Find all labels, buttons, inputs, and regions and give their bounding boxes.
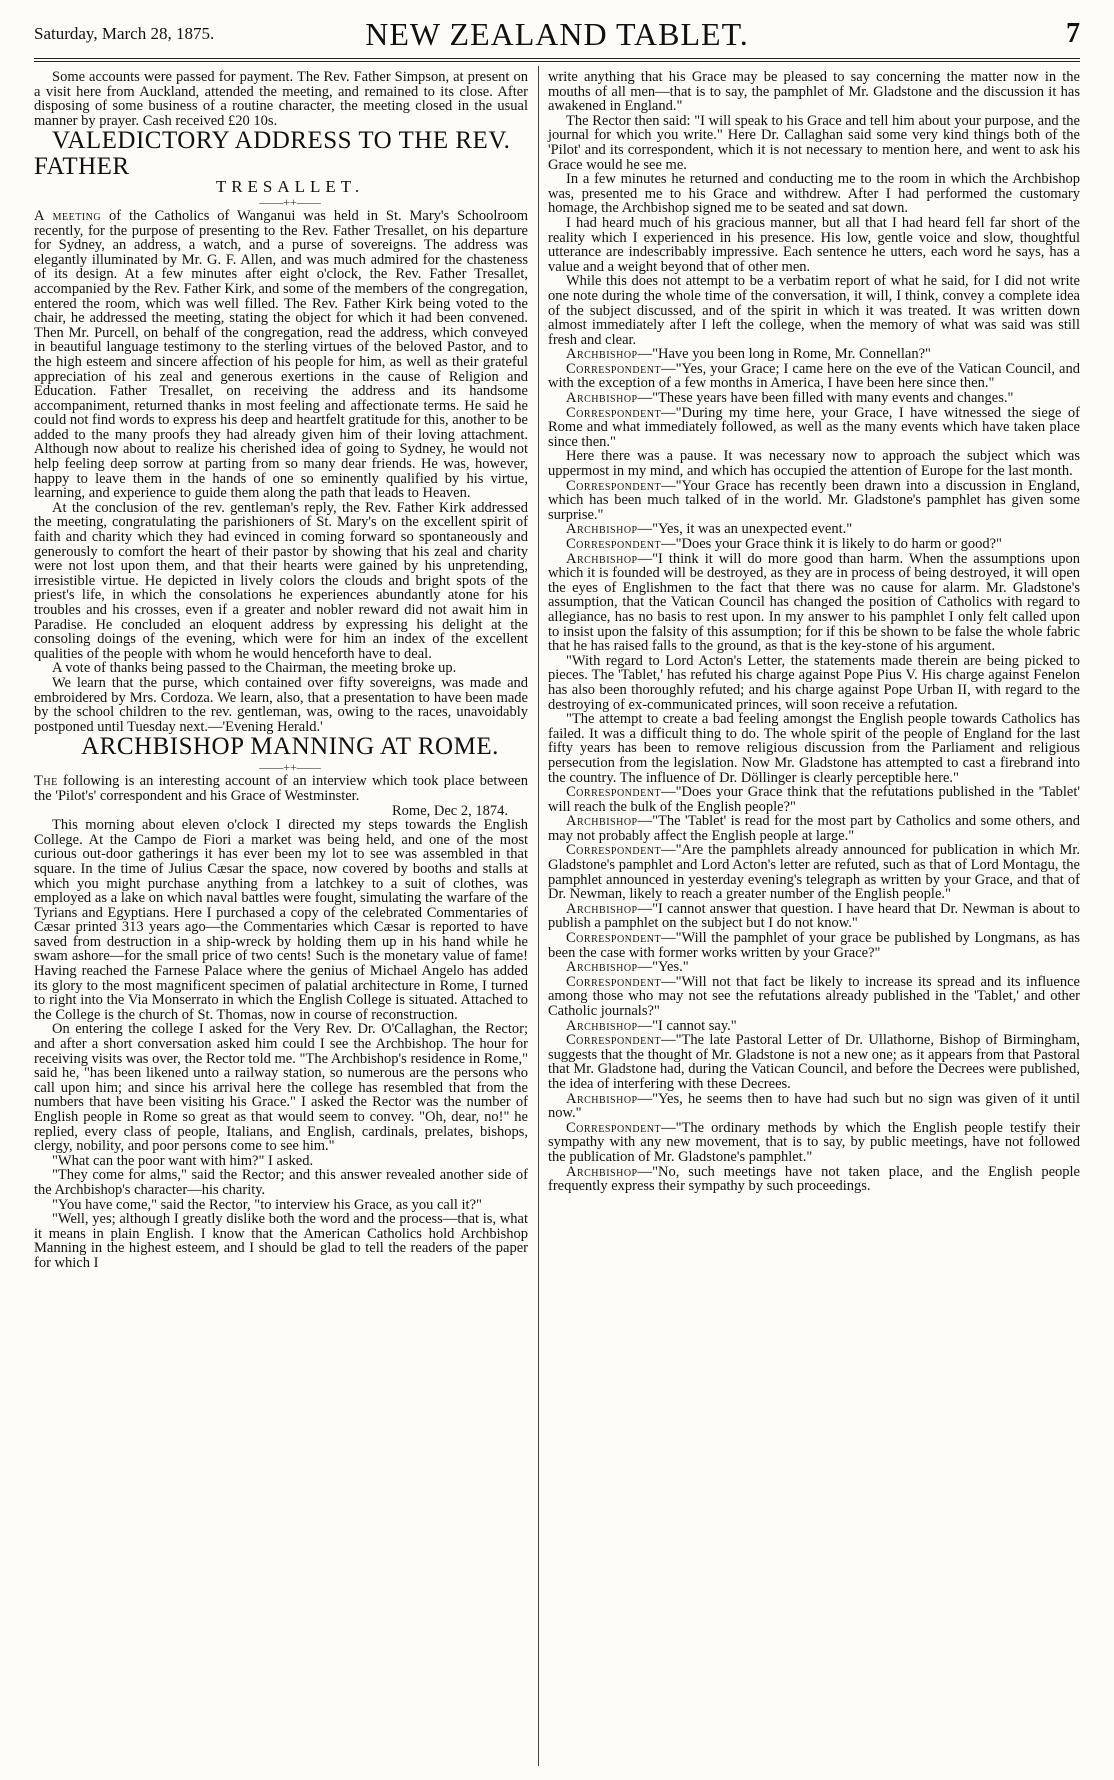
dialogue-line: [548, 902, 1080, 931]
paragraph: Some accounts were passed for payment. The Rev. Father Simpson, at present on a visit here from Auckland, attended the meeting, and remained to its close. After disposing of some business of a routine character, the meeting closed in the usual manner by prayer. Cash received £20 10s.: [34, 69, 528, 129]
paragraph: "You have come," said the Rector, "to interview his Grace, as you call it?": [52, 1196, 482, 1213]
dialogue-line: [548, 960, 1080, 975]
dialogue-line: [548, 537, 1080, 552]
dialogue-text: —"Will not that fact be likely to increase its spread and its influence among those who may not see the refutations already published in the 'Tablet,' and other Catholic journals?": [548, 973, 1080, 1019]
page-header: [34, 14, 1080, 56]
dialogue-line: [548, 479, 1080, 523]
speaker-label: Archbishop: [566, 550, 638, 567]
dialogue-text: —"Does your Grace think it is likely to do harm or good?": [661, 536, 1002, 552]
speaker-label: Correspondent: [566, 973, 662, 990]
paragraph: I had heard much of his gracious manner, but all that I had heard fell far short of the reality which I experienced in his presence. His low, gentle voice and slow, thoughtful utterance are indescribably impressive. Each sentence he utters, each word he says, has a value and a weight beyond that of other men.: [548, 214, 1080, 275]
masthead-title: NEW ZEALAND TABLET.: [365, 16, 749, 52]
paragraph: "The attempt to create a bad feeling amongst the English people towards Catholics has failed. It was a difficult thing to do. The whole spirit of the people of England for the last fifty years has been to remove religious discussion from the Parliament and religious persecution from the legislation. Now Mr. Gladstone has attempted to cast a firebrand into the country. The influence of Dr. Döllinger is clearly perceptible here.": [548, 711, 1080, 786]
ornament-divider: ——++——: [259, 194, 321, 209]
speaker-label: Archbishop: [566, 390, 638, 407]
paragraph-text: following is an interesting account of an interview which took place between the 'Pilot's' correspondent and his Grace of Westminster.: [34, 773, 528, 804]
dialogue-text: —"These years have been filled with many events and changes.": [637, 390, 1014, 407]
speaker-label: Correspondent: [566, 360, 662, 377]
speaker-label: Correspondent: [566, 477, 662, 494]
dialogue-text: —"The 'Tablet' is read for the most part by Catholics and some others, and may not probably affect the English people at large.": [548, 813, 1080, 844]
paragraph-text: of the Catholics of Wanganui was held in St. Mary's Schoolroom recently, for the purpose of presenting to the Rev. Father Tresallet, on his departure for Sydney, an address, a watch, and a purse of sovereigns. The address was elegantly illuminated by Mr. G. F. Allen, and was much admired for the chasteness of its design. At a few minutes after eight o'clock, the Rev. Father Tresallet, accompanied by the Rev. Father Kirk, and some of the members of the congregation, entered the room, which was well filled. The Rev. Father Kirk being voted to the chair, he addressed the meeting, stating the object for which it had been convened. Then Mr. Purcell, on behalf of the congregation, read the address, which conveyed in beautiful language testimony to the sterling virtues of the beloved Pastor, and to the high esteem and sincere affection of his people for him, as well as their grateful appreciation of his zeal and generous exertions in the cause of Religion and Education. Father Tresallet, on receiving the address and its handsome accompaniment, returned thanks in most feeling and affectionate terms. He said he could not find words to express his deep and heartfelt gratitude for this, another to be added to the many proofs they had already given him of their loving attachment. Although now about to realize his cherished idea of going to Sydney, he would not help feeling deep sorrow at parting from so many dear friends. He was, however, happy to leave them in the hands of one so eminently qualified by his virtue, learning, and experience to guide them along the path that leads to Heaven.: [34, 207, 528, 502]
paragraph: A vote of thanks being passed to the Chairman, the meeting broke up.: [52, 660, 457, 677]
dialogue-text: —"I cannot say.": [637, 1017, 737, 1034]
header-rule-double: [34, 61, 1080, 62]
speaker-label: Correspondent: [566, 1119, 662, 1136]
paragraph: On entering the college I asked for the Very Rev. Dr. O'Callaghan, the Rector; and after a short conversation asked him could I see the Archbishop. The hour for receiving visits was over, the Rector told me. "The Archbishop's residence in Rome," said he, "has been likened unto a railway station, so numerous are the persons who call upon him; and since his arrival here the college has resembled that from the numbers that have been visiting his Grace." I asked the Rector was the number of English people in Rome so great as that would seem to convey. "Oh, dear, no!" he replied, every class of people, Italians, and English, cardinals, prelates, bishops, clergy, nobility, and poor persons come to see him.": [34, 1021, 528, 1155]
dialogue-text: —"Have you been long in Rome, Mr. Connellan?": [637, 346, 931, 363]
paragraph: "With regard to Lord Acton's Letter, the statements made therein are being picked to pieces. The 'Tablet,' has refuted his charge against Pope Pius V. His charge against Fenelon has also been thoroughly refuted; and his charge against Pope Urban II, with regard to the destroying of ex-communicated princes, will soon receive a refutation.: [548, 652, 1080, 713]
issue-date: Saturday, March 28, 1875.: [34, 24, 215, 43]
dialogue-line: [548, 522, 1080, 537]
dialogue-text: —"The ordinary methods by which the English people testify their sympathy with any new movement, that is to say, by public meetings, have not followed the publication of Mr. Gladstone's pamphlet.": [548, 1119, 1080, 1165]
speaker-label: Correspondent: [566, 404, 662, 421]
dialogue-text: —"I think it will do more good than harm. When the assumptions upon which it is founded will be destroyed, as they are in process of being destroyed, it will open the eyes of Englishmen to the fact that there was no cause for alarm. Mr. Gladstone's assumption, that the Vatican Council has changed the position of Catholics with regard to allegiance, has no basis to rest upon. In my answer to his pamphlet I only felt called upon to insist upon the falsity of this assumption; for if this be shown to be false the whole fabric that he has raised falls to the ground, as that is the key-stone of his argument.: [548, 550, 1080, 655]
dialogue-line: [548, 785, 1080, 814]
article-heading-manning: ARCHBISHOP MANNING AT ROME.: [81, 733, 499, 761]
dialogue-text: —"Yes, your Grace; I came here on the eve of the Vatican Council, and with the exception of a few months in America, I have been here since then.": [548, 360, 1080, 392]
paragraph: At the conclusion of the rev. gentleman's reply, the Rev. Father Kirk addressed the meeting, congratulating the parishioners of St. Mary's on the excellent spirit of faith and charity which they had evinced in coming forward so spontaneously and generously to comfort the heart of their pastor by showing that his zeal and charity were not lost upon them, and that their hearts were gained by his unpretending, irresistible virtue. He depicted in lively colors the clouds and bright spots of the priest's life, in which the consolations he experiences abundantly atone for his troubles and his crosses, even if a greater and nobler reward did not await him in Paradise. He concluded an eloquent address by expressing his delight at the consoling doings of the evening, which were for him an index of the excellent qualities of the people with whom he would henceforth have to deal.: [34, 499, 528, 662]
dialogue-text: —"Your Grace has recently been drawn into a discussion in England, which has been much talked of in the world. Mr. Gladstone's pamphlet has given some surprise.": [548, 477, 1080, 523]
column-divider: [538, 66, 539, 1766]
dialogue-line: [548, 1165, 1080, 1194]
dialogue-text: —"Yes, it was an unexpected event.": [637, 521, 853, 538]
speaker-label: Archbishop: [566, 1163, 638, 1180]
paragraph: "They come for alms," said the Rector; and this answer revealed another side of the Archbishop's character—his charity.: [34, 1167, 528, 1198]
dialogue-block: [548, 479, 1080, 654]
paragraph: [34, 774, 528, 803]
dialogue-block: [548, 785, 1080, 1194]
dialogue-line: [548, 1019, 1080, 1034]
right-column: [548, 70, 1080, 1194]
speaker-label: Archbishop: [566, 813, 638, 830]
paragraph: [34, 209, 528, 501]
paragraph: write anything that his Grace may be pleased to say concerning the matter now in the mouths of all men—that is to say, the pamphlet of Mr. Gladstone and the discussion it has awakened in England.": [548, 69, 1080, 115]
paragraph: In a few minutes he returned and conducting me to the room in which the Archbishop was, presented me to his Grace and withdrew. After I had performed the customary homage, the Archbishop signed me to be seated and sat down.: [548, 171, 1080, 217]
speaker-label: Archbishop: [566, 1017, 638, 1034]
article-heading-valedictory: VALEDICTORY ADDRESS TO THE REV. FATHER: [34, 127, 511, 181]
speaker-label: Archbishop: [566, 959, 638, 976]
dialogue-line: [548, 975, 1080, 1019]
dialogue-text: —"Does your Grace think that the refutations published in the 'Tablet' will reach the bulk of the English people?": [548, 784, 1080, 815]
speaker-label: Archbishop: [566, 346, 638, 363]
dialogue-line: [548, 362, 1080, 391]
paragraph: "What can the poor want with him?" I asked.: [52, 1152, 314, 1169]
speaker-label: Correspondent: [566, 1032, 662, 1049]
dialogue-line: [548, 843, 1080, 901]
paragraph: "Well, yes; although I greatly dislike both the word and the process—that is, what it means in plain English. I know that the American Catholics hold Archbishop Manning in the highest esteem, and I should be glad to tell the readers of the paper for which I: [34, 1211, 528, 1271]
speaker-label: Correspondent: [566, 842, 662, 859]
dialogue-text: —"Will the pamphlet of your grace be published by Longmans, as has been the case with former works written by your Grace?": [548, 930, 1080, 961]
paragraph: The Rector then said: "I will speak to his Grace and tell him about your purpose, and the journal for which you write." Here Dr. Callaghan said some very kind things both of the 'Pilot' and its correspondent, which it is not necessary to mention here, and went to ask his Grace would he see me.: [548, 112, 1080, 173]
dialogue-text: —"Are the pamphlets already announced for publication in which Mr. Gladstone's pamphlet and Lord Acton's letter are refuted, such as that of Lord Montagu, the pamphlet announced in yesterday evening's telegraph as written by your Grace, and that of Dr. Newman, likely to reach a greater number of the English people.": [548, 842, 1080, 903]
ornament-divider: ——++——: [259, 760, 321, 775]
speaker-label: Correspondent: [566, 930, 662, 947]
dateline: Rome, Dec 2, 1874.: [392, 802, 508, 819]
speaker-label: Archbishop: [566, 521, 638, 538]
dialogue-block: [548, 347, 1080, 449]
dialogue-line: [548, 1092, 1080, 1121]
article-subheading: TRESALLET.: [215, 177, 365, 197]
speaker-label: Archbishop: [566, 1090, 638, 1107]
header-rule: [34, 58, 1080, 59]
speaker-label: Correspondent: [566, 536, 662, 552]
paragraph: We learn that the purse, which contained over fifty sovereigns, was made and embroidered by Mrs. Cordoza. We learn, also, that a presentation to have been made by the school children to the rev. gentleman, was, owing to the races, unavoidably postponed until Tuesday next.—'Evening Herald.': [34, 674, 528, 735]
paragraph: Here there was a pause. It was necessary now to approach the subject which was uppermost in my mind, and which has occupied the attention of Europe for the last month.: [548, 448, 1080, 480]
lead-in: The: [34, 773, 58, 790]
dialogue-line: [548, 391, 1080, 406]
dialogue-text: —"Yes, he seems then to have had such but no sign was given of it until now.": [548, 1090, 1080, 1122]
dialogue-line: [548, 406, 1080, 450]
dialogue-line: [548, 814, 1080, 843]
dialogue-line: [548, 1121, 1080, 1165]
paragraph: This morning about eleven o'clock I directed my steps towards the English College. At the Campo de Fiori a market was being held, and one of the most curious out-door gatherings it has ever been my lot to see was assembled in that square. In the time of Julius Cæsar the space, now covered by booths and stalls at which you might purchase anything from a latchkey to a suit of clothes, was employed as a lake on which naval battles were fought, simulating the warfare of the Tyrians and Egyptians. Here I purchased a copy of the celebrated Commentaries of Cæsar printed 313 years ago—the Commentaries which Cæsar is reported to have saved from destruction in a ship-wreck by holding them up in his hand while he swam ashore—for the small price of two cents! Such is the monetary value of fame! Having reached the Farnese Palace where the genius of Michael Angelo has added its glory to the most magnificent specimen of palatial architecture in Rome, I turned to right into the Via Monserrato in which the English College is situated. Attached to the College is the church of St. Thomas, now in course of reconstruction.: [34, 817, 528, 1023]
dialogue-text: —"I cannot answer that question. I have heard that Dr. Newman is about to publish a pamphlet on the subject but I do not know.": [548, 900, 1080, 932]
dialogue-line: [548, 552, 1080, 654]
dialogue-text: —"The late Pastoral Letter of Dr. Ullathorne, Bishop of Birmingham, suggests that the thought of Mr. Gladstone is not a new one; as it appears from that Pastoral that Mr. Gladstone had, during the Vatican Council, and before the Decrees were published, the idea of interfering with these Decrees.: [548, 1032, 1080, 1092]
dialogue-line: [548, 347, 1080, 362]
dialogue-line: [548, 1033, 1080, 1091]
paragraph: While this does not attempt to be a verbatim report of what he said, for I did not write one note during the whole time of the conversation, it will, I think, convey a complete idea of the subject discussed, and of the spirit in which it was treated. It was written down almost immediately after I left the college, when the memory of what was said was still fresh and clear.: [548, 273, 1080, 348]
page-number: 7: [1066, 18, 1080, 49]
speaker-label: Correspondent: [566, 784, 662, 801]
dialogue-text: —"Yes.": [637, 959, 689, 976]
dialogue-line: [548, 931, 1080, 960]
dialogue-text: —"No, such meetings have not taken place, and the English people frequently express their sympathy by such proceedings.: [548, 1163, 1080, 1195]
speaker-label: Archbishop: [566, 900, 638, 917]
lead-in: A meeting: [34, 207, 102, 224]
dialogue-text: —"During my time here, your Grace, I have witnessed the siege of Rome and what immediately followed, as well as the many events which have taken place since then.": [548, 404, 1080, 450]
left-column: [34, 70, 528, 1271]
